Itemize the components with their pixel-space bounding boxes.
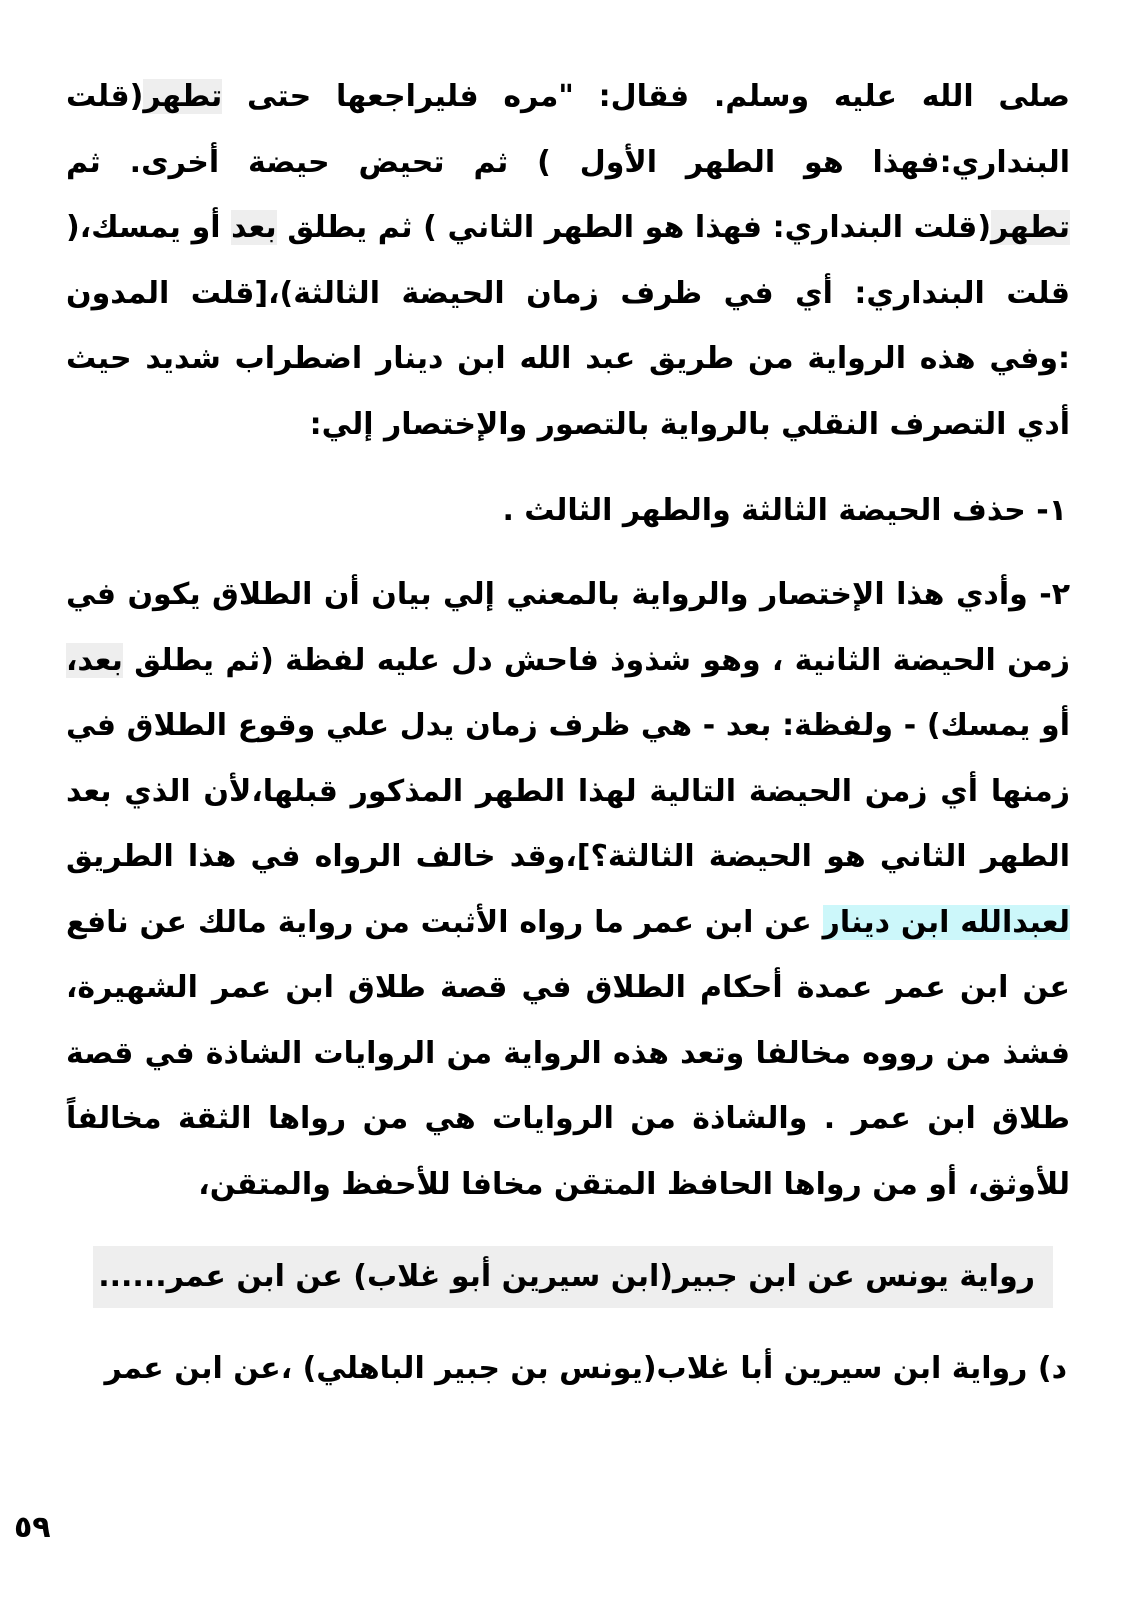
paragraph-2-text: عن ابن عمر ما رواه الأثبت من رواية مالك عن نافع عن ابن عمر عمدة أحكام الطلاق في قصة طلاق ابن عمر الشهيرة، فشذ من رووه مخالفا وتعد هذه الرواية من الروايات الشاذة في قصة طلاق ابن عمر . والشاذة من الروايات هي من رواها الثقة مخالفاً للأوثق، أو من رواها الحافظ المتقن مخافا للأحفظ والمتقن، (66, 904, 1070, 1202)
paragraph-2-text: أو يمسك) - ولفظة: بعد - هي ظرف زمان يدل علي وقوع الطلاق في زمنها أي زمن الحيضة التالية لهذا الطهر المذكور قبلها،لأن الذي بعد الطهر الثاني هو الحيضة الثالثة؟]،وقد خالف الرواه في هذا الطريق (66, 708, 1070, 874)
paragraph-1-text: أو يمسك،( قلت البنداري: أي في ظرف زمان الحيضة الثالثة)،[قلت المدون :وفي هذه الرواية من طريق عبد الله ابن دينار اضطراب شديد حيث أدي التصرف النقلي بالرواية بالتصور والإختصار إلي: (66, 210, 1070, 442)
highlighted-name: لعبدالله ابن دينار (822, 904, 1070, 940)
paragraph-1 (66, 64, 1070, 457)
highlighted-word: تطهر (143, 79, 223, 114)
paragraph-1-text: (قلت البنداري:فهذا هو الطهر الأول ) ثم تحيض حيضة أخرى. ثم (66, 79, 1070, 180)
highlighted-word: بعد (231, 210, 277, 245)
paragraph-1-text: (قلت البنداري: فهذا هو الطهر الثاني ) ثم يطلق (276, 210, 992, 245)
highlighted-word: تطهر (991, 210, 1071, 245)
paragraph-2 (66, 562, 1070, 1217)
page-number: ٥٩ (14, 1510, 51, 1545)
paragraph-2-text: ٢- وأدي هذا الإختصار والرواية بالمعني إلي بيان أن الطلاق يكون في زمن الحيضة الثانية ، وهو شذوذ فاحش دل عليه لفظة (ثم يطلق (66, 577, 1070, 678)
highlighted-word: بعد، (66, 642, 123, 678)
section-d-line: د) رواية ابن سيرين أبا غلاب(يونس بن جبير الباهلي) ،عن ابن عمر (104, 1351, 1067, 1386)
list-item-1: ١- حذف الحيضة الثالثة والطهر الثالث . (502, 493, 1067, 528)
section-heading-banner: رواية يونس عن ابن جبير(ابن سيرين أبو غلاب) عن ابن عمر...... (93, 1246, 1053, 1308)
paragraph-1-text: صلى الله عليه وسلم. فقال: "مره فليراجعها حتى (222, 79, 1070, 114)
